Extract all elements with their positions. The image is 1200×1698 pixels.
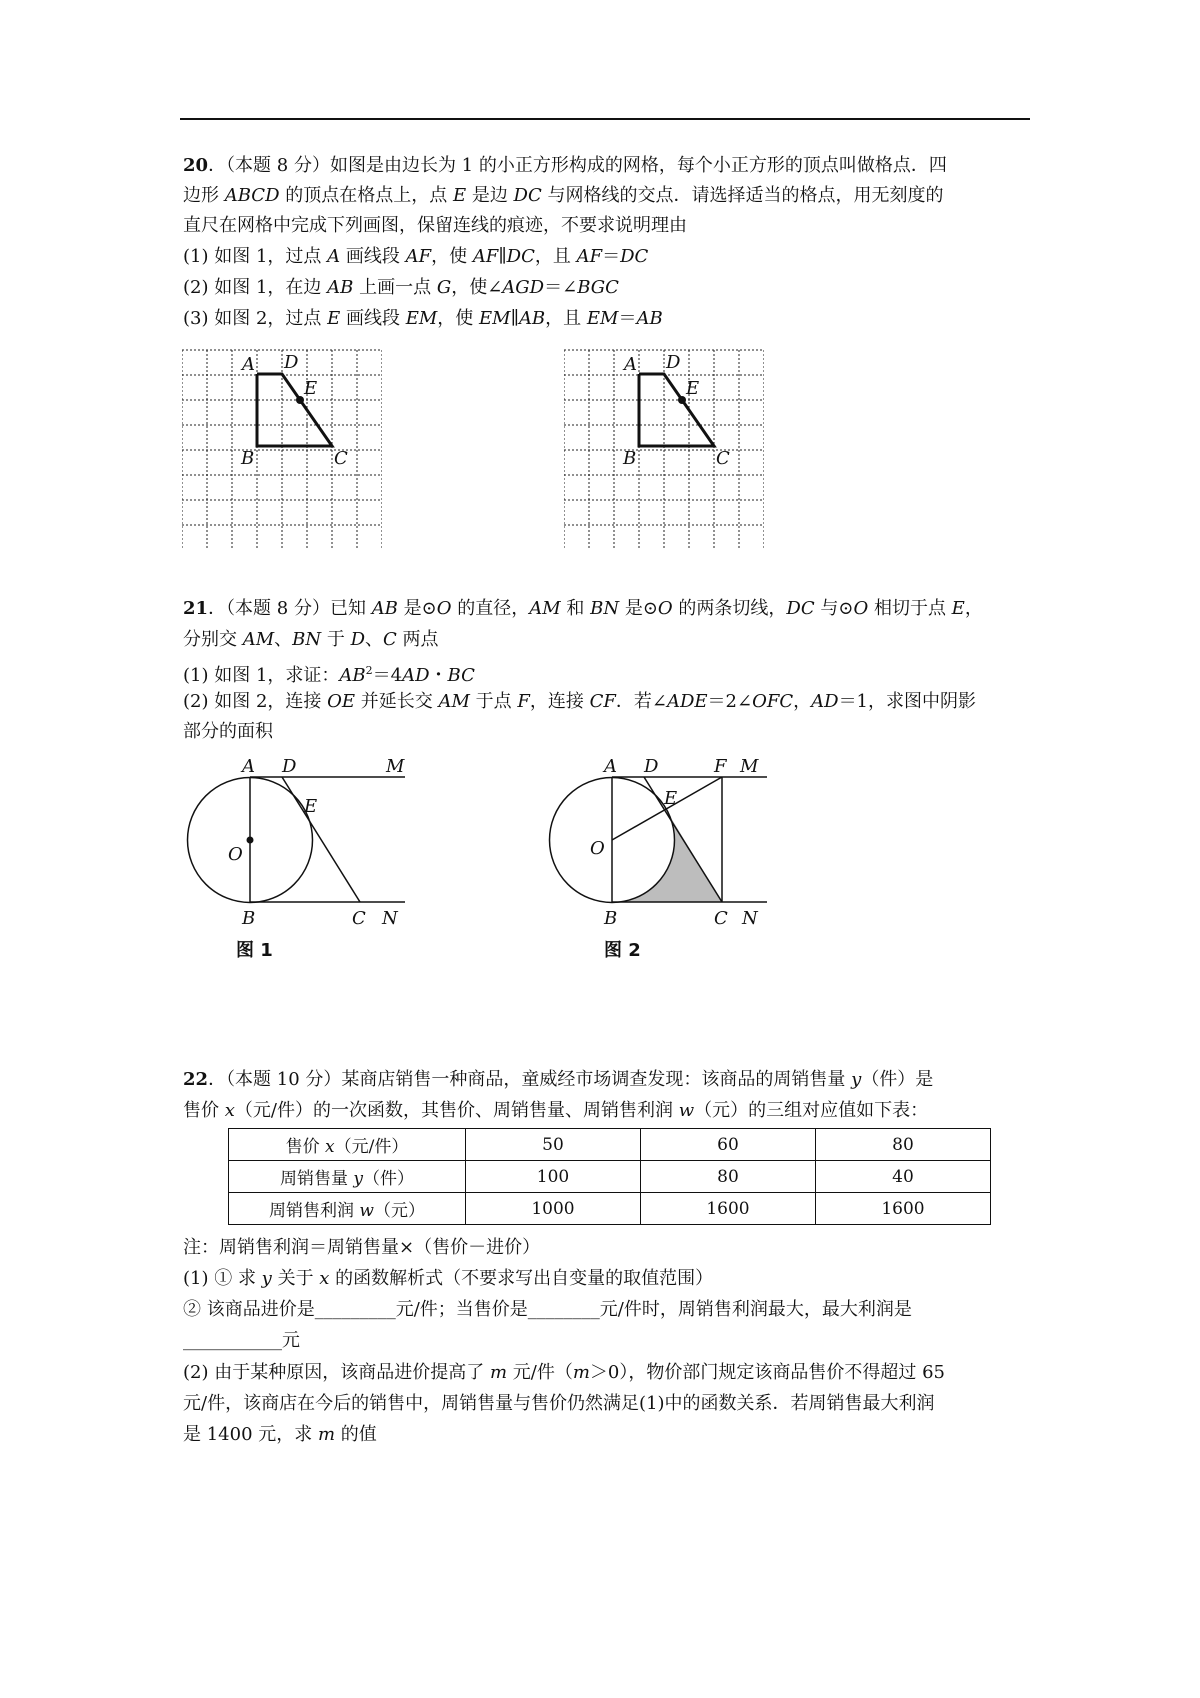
table-row-header: 周销售利润 w（元） [229,1193,466,1225]
label-b: B [623,448,637,469]
label-c: C [716,448,730,469]
table-cell: 1600 [816,1193,991,1225]
circle-figure-1 [170,752,440,970]
table-cell: 50 [466,1129,641,1161]
label-c: C [352,908,366,929]
label-e: E [686,378,700,399]
label-e: E [304,796,318,817]
label-c: C [714,908,728,929]
q22-part-1-2: ② 该商品进价是_________元/件；当售价是________元/件时，周销售利润最大，最大利润是 [183,1299,912,1320]
label-a: A [242,756,255,777]
q22-part-1-2-line-2: ___________元 [183,1330,300,1351]
q22-part-2-line-3: 是 1400 元，求 m 的值 [183,1424,377,1445]
table-cell: 80 [641,1161,816,1193]
caption-figure-2: 图 2 [604,940,641,961]
label-e: E [304,378,318,399]
q22-part-2: (2) 由于某种原因，该商品进价提高了 m 元/件（m＞0），物价部门规定该商品售价不得超过 65 [183,1362,945,1383]
q20-line-2: 边形 ABCD 的顶点在格点上，点 E 是边 DC 与网格线的交点．请选择适当的格点，用无刻度的 [183,185,944,206]
center-o [247,837,254,844]
q20-line-3: 直尺在网格中完成下列画图，保留连线的痕迹，不要求说明理由 [183,215,687,236]
q22-line-1: 22．（本题 10 分）某商店销售一种商品，童威经市场调查发现：该商品的周销售量 y（件）是 [183,1069,934,1090]
q20-part-2: (2) 如图 1，在边 AB 上画一点 G，使∠AGD＝∠BGC [183,277,619,298]
table-cell: 1000 [466,1193,641,1225]
label-a: A [604,756,617,777]
table-row [229,1161,991,1193]
q22-part-2-line-2: 元/件，该商店在今后的销售中，周销售量与售价仍然满足(1)中的函数关系．若周销售最大利润 [183,1393,935,1414]
label-b: B [242,908,256,929]
label-e: E [664,788,678,809]
grid-lines [564,350,764,548]
table-cell: 1600 [641,1193,816,1225]
q21-line-2: 分别交 AM、BN 于 D、C 两点 [183,629,439,650]
price-sales-profit-table [228,1128,991,1225]
q20-line-1: 20．（本题 8 分）如图是由边长为 1 的小正方形构成的网格，每个小正方形的顶点叫做格点．四 [183,155,947,176]
label-a: A [242,354,255,375]
table-cell: 60 [641,1129,816,1161]
q20-part-1: (1) 如图 1，过点 A 画线段 AF，使 AF∥DC，且 AF＝DC [183,246,649,267]
label-d: D [644,756,659,777]
point-e [296,396,304,404]
grid-figure-1 [182,346,382,548]
q21-part-2-line-2: 部分的面积 [183,721,273,742]
tangent-dc [282,777,360,902]
label-m: M [740,756,759,777]
table-row-header: 售价 x（元/件） [229,1129,466,1161]
label-n: N [382,908,398,929]
label-a: A [624,354,637,375]
label-o: O [228,844,243,865]
grid-lines [182,350,382,548]
circle-figure-2 [532,752,802,970]
label-d: D [666,352,681,373]
label-c: C [334,448,348,469]
label-d: D [284,352,299,373]
point-e [678,396,686,404]
table-cell: 80 [816,1129,991,1161]
caption-figure-1: 图 1 [236,940,273,961]
label-d: D [282,756,297,777]
label-f: F [714,756,727,777]
quadrilateral-abcd [639,374,714,446]
table-cell: 100 [466,1161,641,1193]
table-cell: 40 [816,1161,991,1193]
q21-part-2: (2) 如图 2，连接 OE 并延长交 AM 于点 F，连接 CF．若∠ADE＝2∠OFC，AD＝1，求图中阴影 [183,691,977,712]
label-n: N [742,908,758,929]
q22-part-1: (1) ① 求 y 关于 x 的函数解析式（不要求写出自变量的取值范围） [183,1268,714,1289]
table-row-header: 周销售量 y（件） [229,1161,466,1193]
quadrilateral-abcd [257,374,332,446]
q20-part-3: (3) 如图 2，过点 E 画线段 EM，使 EM∥AB，且 EM＝AB [183,308,663,329]
q21-part-1: (1) 如图 1，求证：$AB^2=4AD$・BC [183,664,475,686]
grid-figure-2 [564,346,764,548]
table-row [229,1129,991,1161]
label-m: M [386,756,405,777]
q22-note: 注：周销售利润＝周销售量×（售价－进价） [183,1237,541,1258]
label-b: B [241,448,255,469]
table-row [229,1193,991,1225]
q22-line-2: 售价 x（元/件）的一次函数，其售价、周销售量、周销售利润 w（元）的三组对应值如下表： [183,1100,929,1121]
q21-line-1: 21．（本题 8 分）已知 AB 是⊙O 的直径，AM 和 BN 是⊙O 的两条切线，DC 与⊙O 相切于点 E， [183,598,983,619]
label-b: B [604,908,618,929]
header-rule [180,118,1030,120]
label-o: O [590,838,605,859]
